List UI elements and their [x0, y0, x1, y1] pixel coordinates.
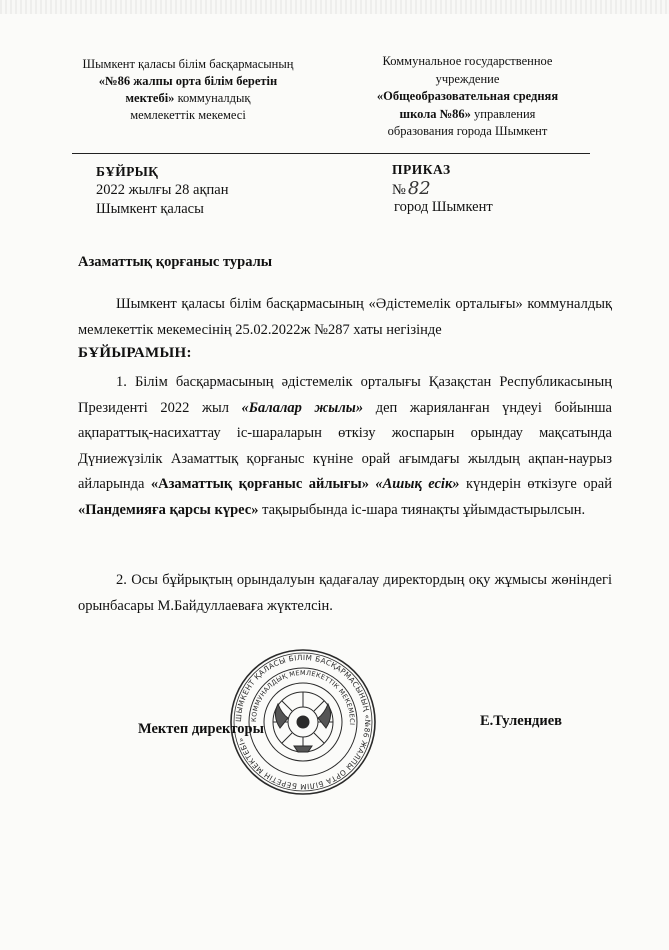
header-left-line2: «№86 жалпы орта білім беретін — [98, 74, 278, 88]
header-right-line1: Коммунальное государственное — [382, 54, 553, 68]
header-left-line3: мектебі» коммуналдық — [125, 91, 251, 105]
order-subject: Азаматтық қорғаныс туралы — [78, 254, 273, 270]
header-right-line5: образования города Шымкент — [387, 124, 548, 138]
order-number — [392, 179, 431, 200]
header-divider — [72, 153, 590, 154]
scan-artifact — [0, 0, 669, 14]
header-right-line3: «Общеобразовательная средняя — [376, 89, 559, 103]
header-right-line2: учреждение — [435, 71, 500, 86]
paragraph-basis: Шымкент қаласы білім басқармасының «Әдістемелік орталығы» коммуналдық мемлекеттік мекемесінің 25.02.2022ж №287 хаты негізінде — [78, 296, 612, 338]
decree-word: БҰЙЫРАМЫН: — [78, 345, 192, 361]
order-city-russian: город Шымкент — [394, 199, 493, 215]
header-right-russian — [340, 53, 595, 141]
header-left-line4: мемлекеттік мекемесі — [130, 108, 246, 122]
order-number-prefix: № — [392, 182, 406, 198]
seal-inner-text: КОММУНАЛДЫҚ МЕМЛЕКЕТТІК МЕКЕМЕСІ — [249, 668, 357, 726]
order-city-kazakh: Шымкент қаласы — [96, 201, 204, 217]
paragraph-item-1: 1. Білім басқармасының әдістемелік орталығы Қазақстан Республикасының Президенті 2022 жыл «Балалар жылы» деп жарияланған үндеуі бойынша ақпараттық-насихаттау іс-шараларын өткізу жоспарын орындау мақсатында Дүниежүзілік Азаматтық қорғаныс күніне орай ағымдағы жылдың ақпан-наурыз айларында «Азаматтық қорғаныс айлығы» «Ашық есік» күндерін өткізуге орай «Пандемияға қарсы күрес» тақырыбында іс-шара тиянақты ұйымдастырылсын. — [78, 374, 612, 518]
order-date: 2022 жылғы 28 ақпан — [96, 182, 229, 198]
order-label-kazakh: БҰЙРЫҚ — [96, 164, 159, 179]
order-label-russian: ПРИКАЗ — [392, 162, 451, 177]
order-block-kazakh — [96, 162, 229, 219]
header-left-line1: Шымкент қаласы білім басқармасының — [82, 57, 294, 71]
signatory-name: Е.Тулендиев — [480, 713, 563, 729]
signatory-role: Мектеп директоры — [138, 721, 264, 737]
header-left-kazakh — [60, 56, 316, 124]
state-emblem-icon — [273, 692, 333, 752]
paragraph-item-2: 2. Осы бұйрықтың орындалуын қадағалау директордың оқу жұмысы жөніндегі орынбасары М.Байдуллаеваға жүктелсін. — [78, 572, 612, 614]
order-block-russian — [392, 160, 493, 217]
header-right-line4: школа №86» управления — [399, 106, 536, 121]
seal-outer-text: ШЫМКЕНТ ҚАЛАСЫ БІЛІМ БАСҚАРМАСЫНЫҢ «№86 ЖАЛПЫ ОРТА БІЛІМ БЕРЕТІН МЕКТЕБІ» — [233, 652, 373, 792]
order-number-handwritten: 82 — [407, 178, 431, 199]
